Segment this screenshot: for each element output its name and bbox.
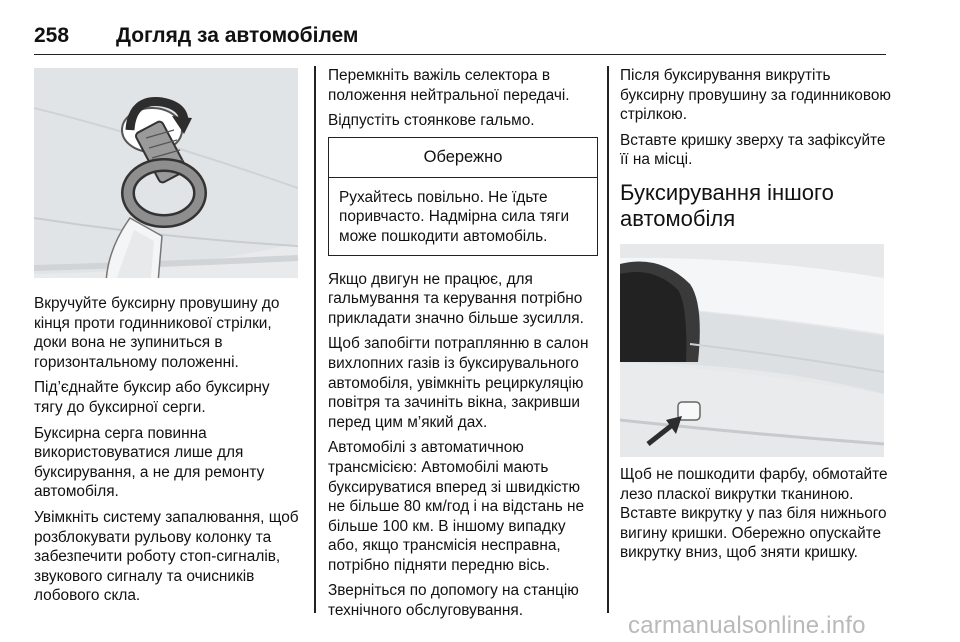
paragraph: Вкручуйте буксирну провушину до кінця проти годинникової стрілки, доки вона не зупиниться в горизонтальному положенні. <box>34 295 280 371</box>
paragraph: Увімкніть систему запалювання, щоб розблокувати рульову колонку та забезпечити роботу стоп-сигналів, звукового сигналу та очисників лобового скла. <box>34 508 299 605</box>
column-divider <box>607 66 609 613</box>
rear-bumper-image <box>620 244 884 457</box>
paragraph: Автомобілі з автоматичною трансмісією: Автомобілі мають буксируватися вперед зі швидкістю не більше 80 км/год і на відстань не більше 100 км. В іншому випадку або, якщо трансмісія несправна, потрібно підняти передню вісь. <box>328 439 585 574</box>
rear-bumper-illustration <box>620 244 884 457</box>
column-middle <box>328 66 598 627</box>
page-number: 258 <box>34 24 70 47</box>
page-header <box>34 20 886 55</box>
caution-heading: Обережно <box>329 138 597 178</box>
towing-eye-illustration <box>34 68 298 278</box>
column-right <box>620 66 892 569</box>
paragraph: Якщо двигун не працює, для гальмування та керування потрібно прикладати значно більше зусилля. <box>328 270 584 327</box>
paragraph: Вставте кришку зверху та зафіксуйте її на місці. <box>620 131 886 169</box>
column-left <box>34 60 300 612</box>
paragraph: Після буксирування викрутіть буксирну провушину за годинниковою стрілкою. <box>620 67 891 124</box>
paragraph: Щоб запобігти потраплянню в салон вихлопних газів із буксирувального автомобіля, увімкніть рециркуляцію повітря та зачиніть вікна, закривши перед цим м’який дах. <box>328 335 589 431</box>
paragraph: Щоб не пошкодити фарбу, обмотайте лезо пласкої викрутки тканиною. Вставте викрутку у паз біля нижнього вигину кришки. Обережно опускайте викрутку вниз, щоб зняти кришку. <box>620 465 888 562</box>
paragraph: Під’єднайте буксир або буксирну тягу до буксирної серги. <box>34 379 270 416</box>
page-title: Догляд за автомобілем <box>116 24 359 47</box>
towing-eye-image <box>34 68 298 278</box>
caution-box <box>328 137 598 256</box>
section-heading: Буксирування іншого автомобіля <box>620 179 834 231</box>
paragraph: Буксирна серга повинна використовуватися лише для буксирування, а не для ремонту автомобіля. <box>34 424 265 501</box>
paragraph: Перемкніть важіль селектора в положення нейтральної передачі. <box>328 67 570 104</box>
watermark: carmanualsonline.info <box>628 612 866 639</box>
caution-text: Рухайтесь повільно. Не їдьте поривчасто. Надмірна сила тяги може пошкодити автомобіль. <box>339 188 570 245</box>
column-divider <box>314 66 316 613</box>
paragraph: Відпустіть стоянкове гальмо. <box>328 112 535 130</box>
paragraph: Зверніться по допомогу на станцію технічного обслуговування. <box>328 582 579 620</box>
